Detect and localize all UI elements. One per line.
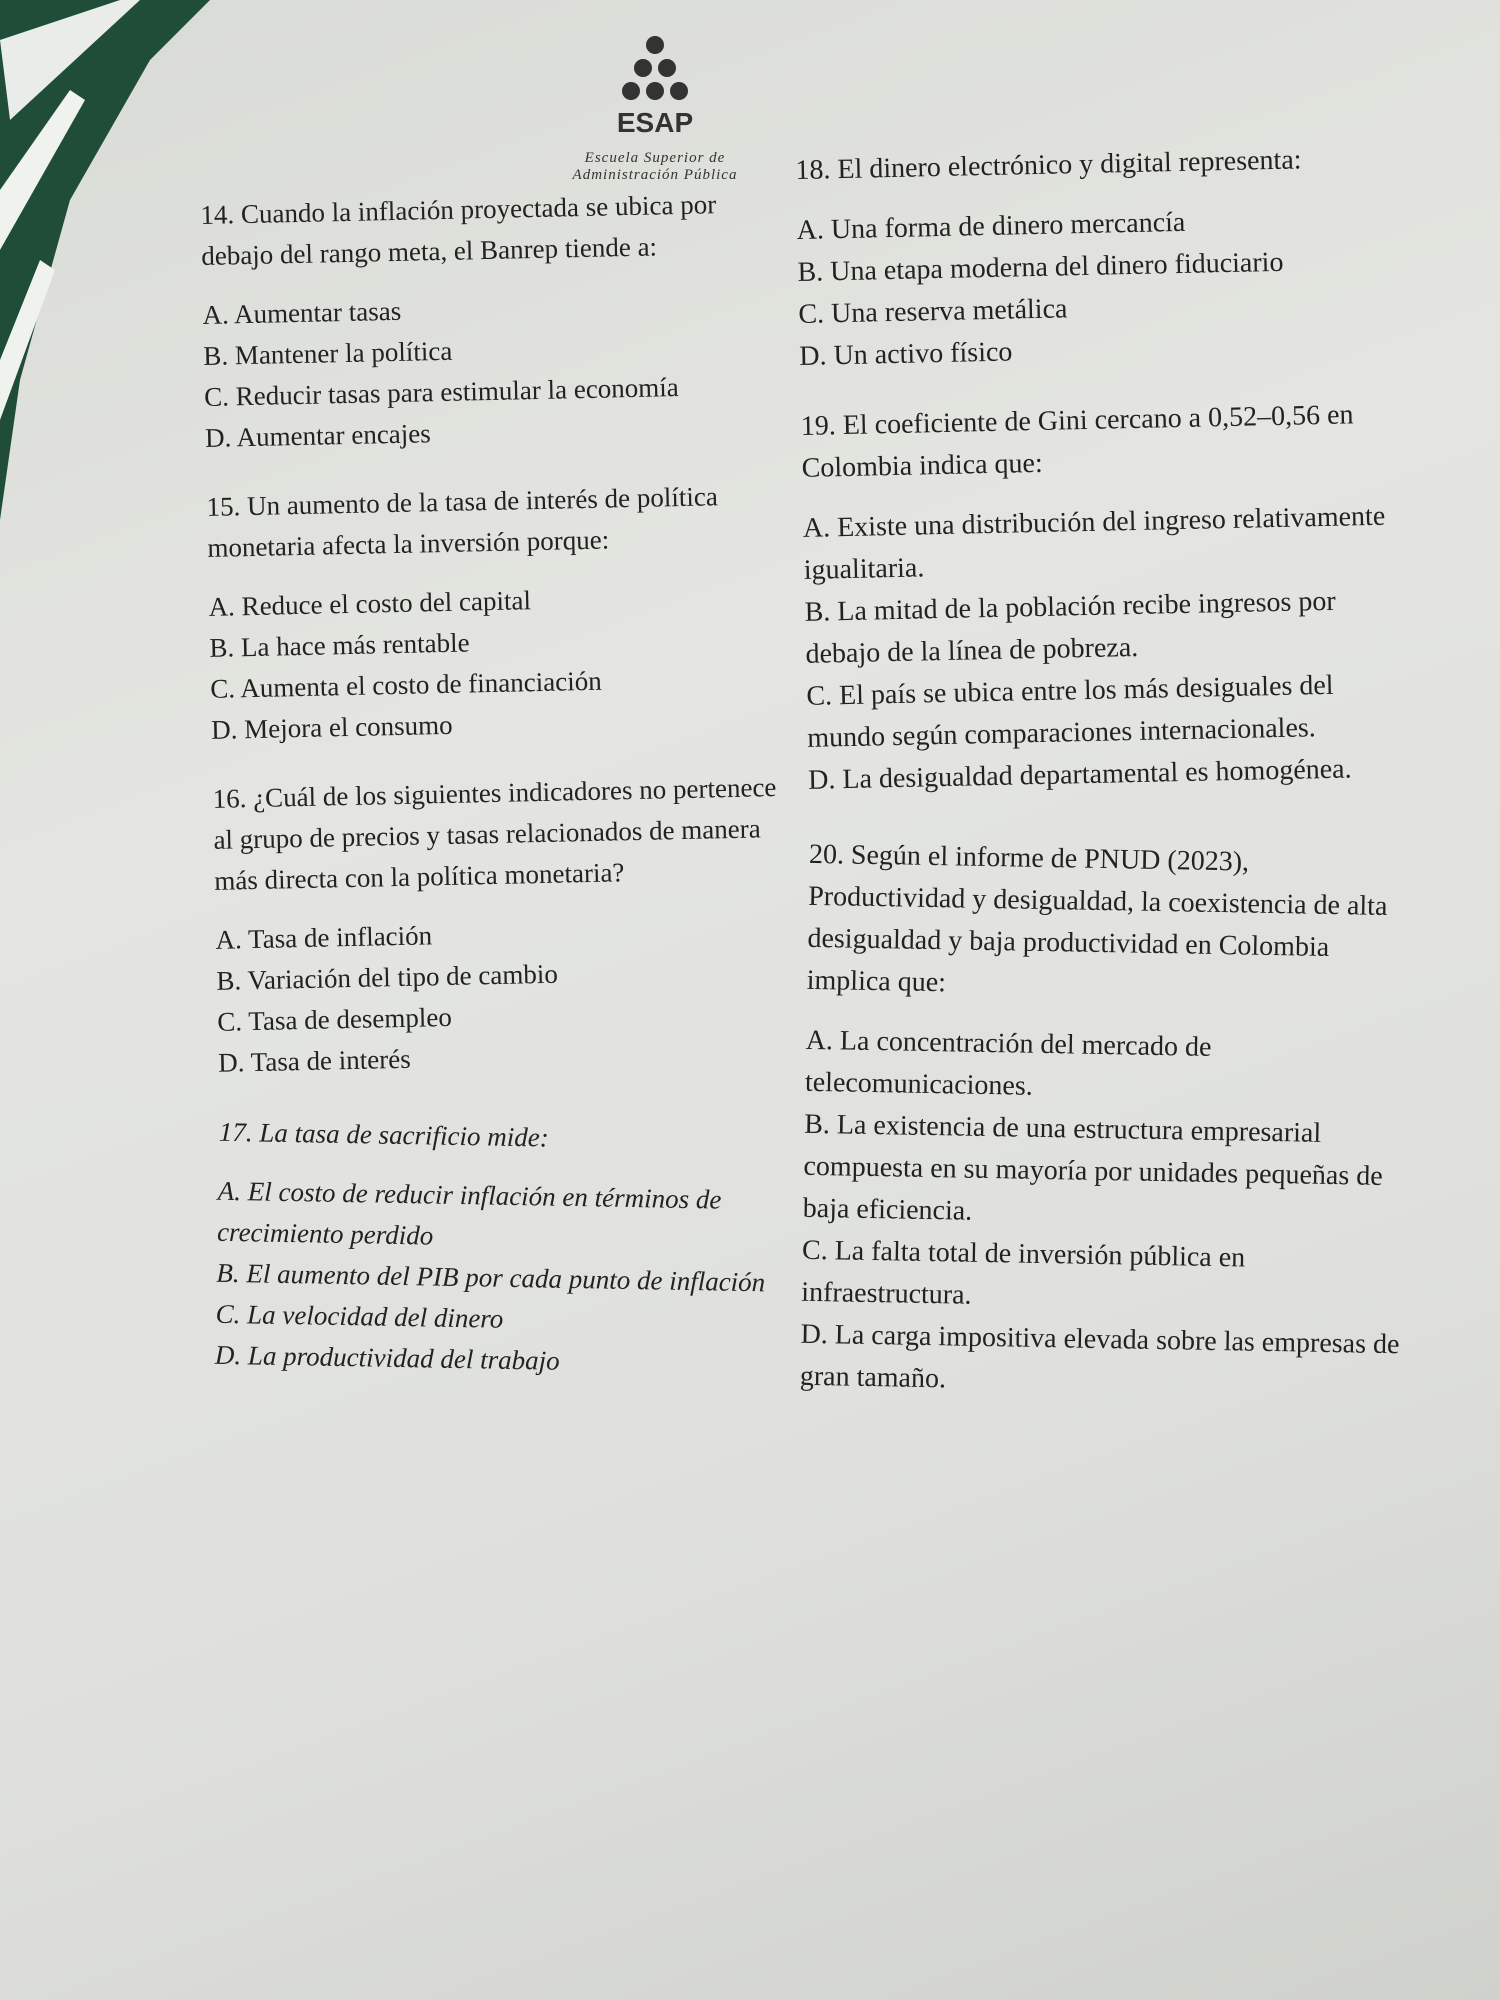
question-20-option-a: A. La concentración del mercado de telecomunicaciones. (804, 1024, 1212, 1102)
question-16-option-a: A. Tasa de inflación (215, 920, 433, 955)
question-18-option-d: D. Un activo físico (799, 336, 1013, 372)
question-18-option-b: B. Una etapa moderna del dinero fiduciario (797, 246, 1284, 288)
question-16-option-b: B. Variación del tipo de cambio (216, 958, 559, 996)
esap-logo (540, 30, 770, 184)
question-16-stem: 16. ¿Cuál de los siguientes indicadores no pertenece al grupo de precios y tasas relacionados de manera más directa con la política monetaria? (212, 772, 777, 896)
question-15-option-d: D. Mejora el consumo (210, 709, 453, 745)
question-16-option-d: D. Tasa de interés (217, 1043, 411, 1078)
question-20-option-c: C. La falta total de inversión pública en infraestructura. (801, 1234, 1246, 1311)
question-18-stem: 18. El dinero electrónico y digital representa: (795, 144, 1302, 186)
question-18-option-c: C. Una reserva metálica (798, 293, 1068, 330)
question-17-stem: 17. La tasa de sacrificio mide: (218, 1116, 550, 1153)
question-18-option-a: A. Una forma de dinero mercancía (796, 206, 1186, 246)
question-17-option-d: D. La productividad del trabajo (214, 1339, 560, 1376)
question-14-option-a: A. Aumentar tasas (202, 295, 402, 330)
question-17-option-c: C. La velocidad del dinero (215, 1298, 504, 1334)
question-14-stem: 14. Cuando la inflación proyectada se ubica por debajo del rango meta, el Banrep tiende a: (200, 189, 717, 271)
question-19-stem: 19. El coeficiente de Gini cercano a 0,52–0,56 en Colombia indica que: (800, 399, 1354, 484)
question-19-option-a: A. Existe una distribución del ingreso relativamente igualitaria. (802, 500, 1386, 586)
question-19-option-d: D. La desigualdad departamental es homogénea. (807, 753, 1352, 796)
question-19-option-b: B. La mitad de la población recibe ingresos por debajo de la línea de pobreza. (804, 585, 1336, 670)
logo-emblem-icon (590, 30, 720, 150)
institution-name-line1: Escuela Superior de (584, 150, 726, 166)
logo-acronym: ESAP (616, 107, 694, 138)
right-column (795, 137, 1421, 1397)
question-15-option-a: A. Reduce el costo del capital (208, 585, 532, 622)
question-20-block (799, 834, 1409, 1408)
left-column (200, 183, 805, 1376)
question-14-option-d: D. Aumentar encajes (204, 418, 432, 453)
question-15-option-c: C. Aumenta el costo de financiación (210, 665, 602, 704)
question-17-option-b: B. El aumento del PIB por cada punto de inflación (216, 1257, 766, 1298)
question-19-option-c: C. El país se ubica entre los más desiguales del mundo según comparaciones internacionales. (806, 669, 1334, 754)
question-20-option-b: B. La existencia de una estructura empresarial compuesta en su mayoría por unidades pequeñas de baja eficiencia. (802, 1108, 1383, 1227)
question-14-option-c: C. Reducir tasas para estimular la economía (203, 372, 680, 412)
institution-name-line2: Administración Pública (572, 167, 738, 183)
question-17-option-a: A. El costo de reducir inflación en términos de crecimiento perdido (216, 1175, 722, 1251)
question-15-stem: 15. Un aumento de la tasa de interés de política monetaria afecta la inversión porque: (206, 481, 719, 563)
question-20-stem: 20. Según el informe de PNUD (2023), Productividad y desigualdad, la coexistencia de alta desigualdad y baja productividad en Colombia implica que: (806, 838, 1388, 999)
question-20-option-d: D. La carga impositiva elevada sobre las empresas de gran tamaño. (799, 1318, 1400, 1395)
question-17-block (215, 1112, 800, 1386)
question-14-option-b: B. Mantener la política (203, 335, 453, 371)
question-16-option-c: C. Tasa de desempleo (217, 1001, 453, 1037)
question-15-option-b: B. La hace más rentable (209, 627, 470, 663)
